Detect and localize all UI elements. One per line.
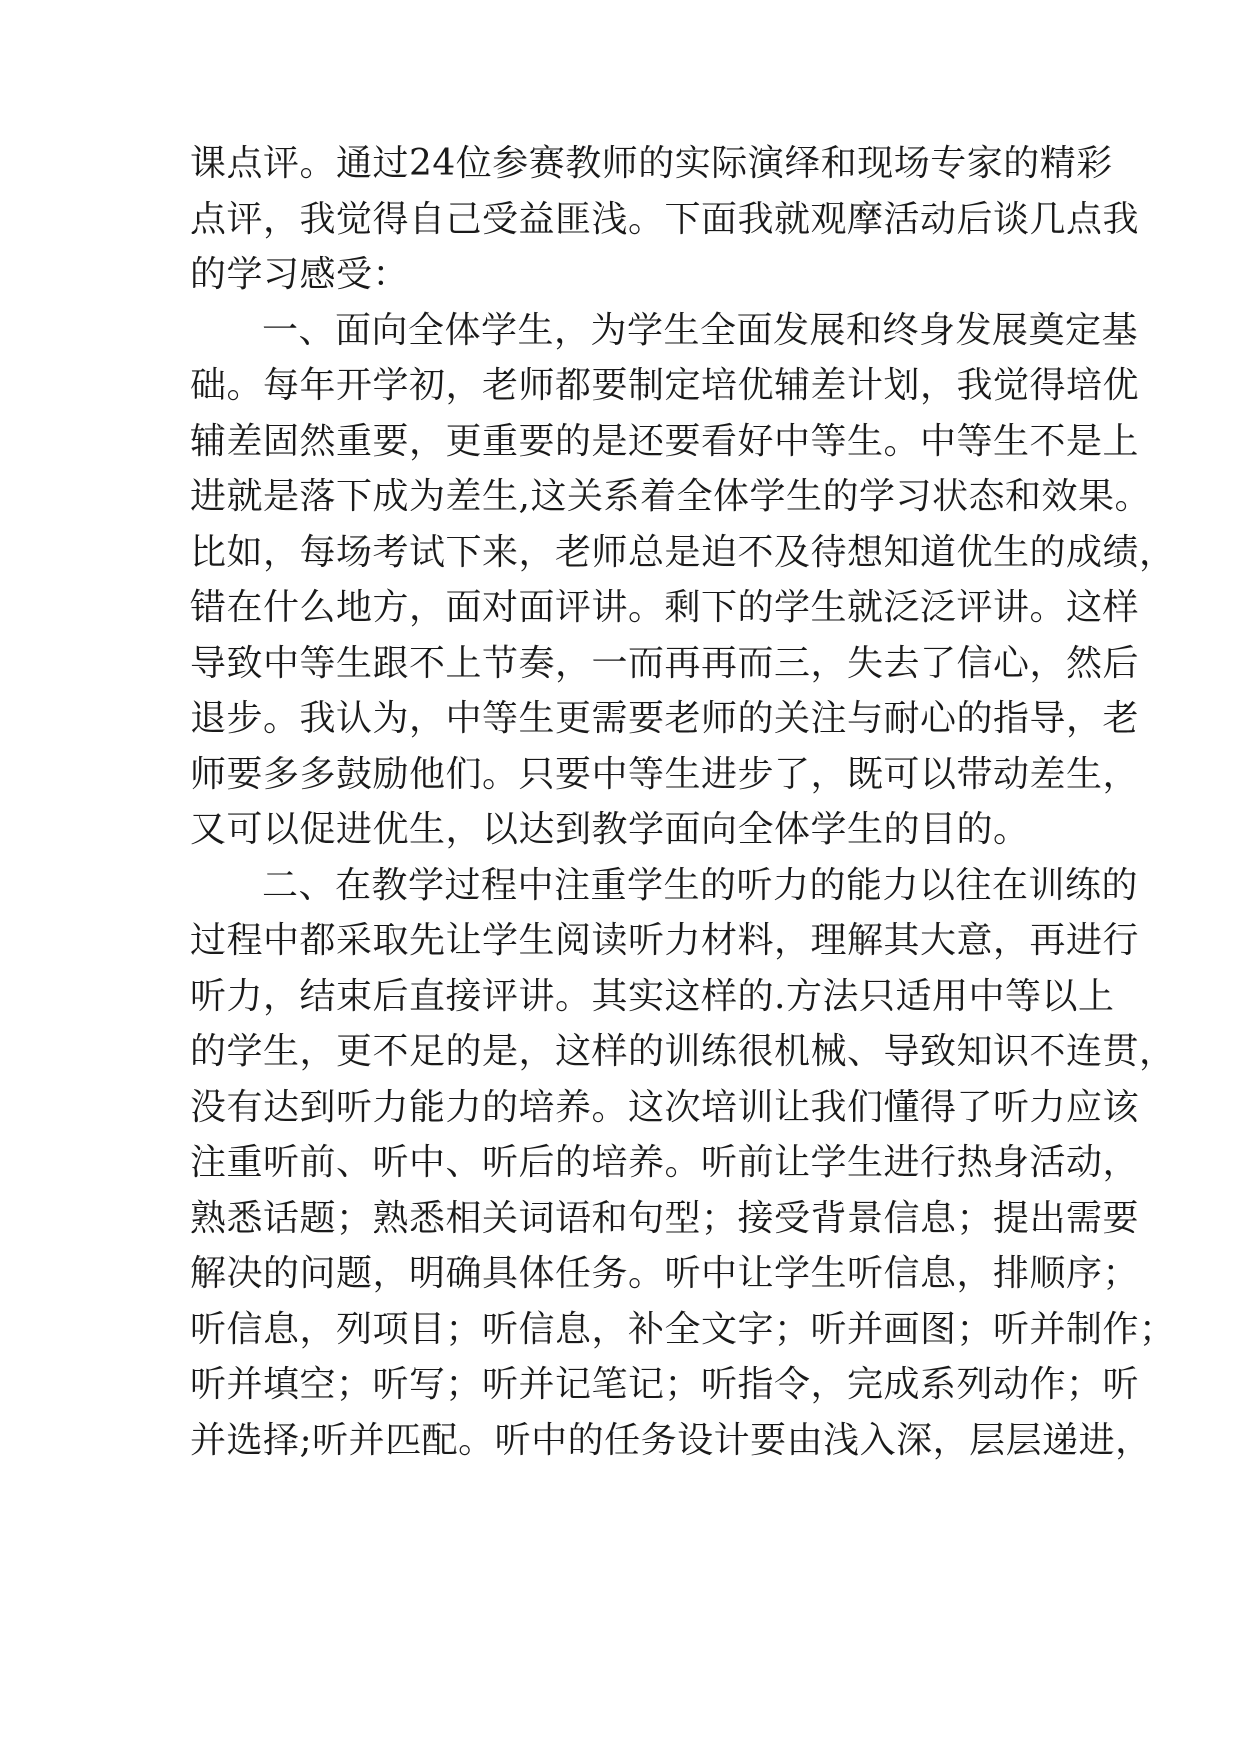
body-text-line: 听力，结束后直接评讲。其实这样的.方法只适用中等以上 (190, 976, 1115, 1017)
body-text-line: 退步。我认为，中等生更需要老师的关注与耐心的指导，老 (190, 698, 1140, 739)
body-text-line: 解决的问题，明确具体任务。听中让学生听信息，排顺序； (190, 1253, 1140, 1294)
body-text-line: 辅差固然重要，更重要的是还要看好中等生。中等生不是上 (190, 421, 1140, 462)
section-one-heading-line: 一、面向全体学生，为学生全面发展和终身发展奠定基 (262, 310, 1139, 351)
body-text-line: 注重听前、听中、听后的培养。听前让学生进行热身活动， (190, 1142, 1140, 1183)
body-text-line: 又可以促进优生，以达到教学面向全体学生的目的。 (190, 809, 1030, 850)
body-text-line: 师要多多鼓励他们。只要中等生进步了，既可以带动差生， (190, 754, 1140, 795)
body-text-line: 比如，每场考试下来，老师总是迫不及待想知道优生的成绩， (190, 532, 1176, 573)
body-text-line: 听并填空；听写；听并记笔记；听指令，完成系列动作；听 (190, 1364, 1140, 1405)
body-text-line: 听信息，列项目；听信息，补全文字；听并画图；听并制作； (190, 1309, 1176, 1350)
body-text-line: 的学习感受： (190, 254, 410, 295)
body-text-line: 点评，我觉得自己受益匪浅。下面我就观摩活动后谈几点我 (190, 199, 1140, 240)
body-text-line: 课点评。通过24位参赛教师的实际演绎和现场专家的精彩 (190, 143, 1113, 184)
body-text-line: 错在什么地方，面对面评讲。剩下的学生就泛泛评讲。这样 (190, 587, 1140, 628)
body-text-line: 过程中都采取先让学生阅读听力材料，理解其大意，再进行 (190, 920, 1140, 961)
body-text-line: 熟悉话题；熟悉相关词语和句型；接受背景信息；提出需要 (190, 1198, 1140, 1239)
section-two-heading-line: 二、在教学过程中注重学生的听力的能力以往在训练的 (262, 865, 1139, 906)
body-text-line: 没有达到听力能力的培养。这次培训让我们懂得了听力应该 (190, 1087, 1140, 1128)
body-text-line: 进就是落下成为差生,这关系着全体学生的学习状态和效果。 (190, 476, 1151, 517)
body-text-line: 的学生，更不足的是，这样的训练很机械、导致知识不连贯， (190, 1031, 1176, 1072)
body-text-line: 导致中等生跟不上节奏，一而再再而三，失去了信心，然后 (190, 643, 1140, 684)
body-text-line: 础。每年开学初，老师都要制定培优辅差计划，我觉得培优 (190, 365, 1140, 406)
body-text-line: 并选择;听并匹配。听中的任务设计要由浅入深，层层递进， (190, 1420, 1152, 1461)
